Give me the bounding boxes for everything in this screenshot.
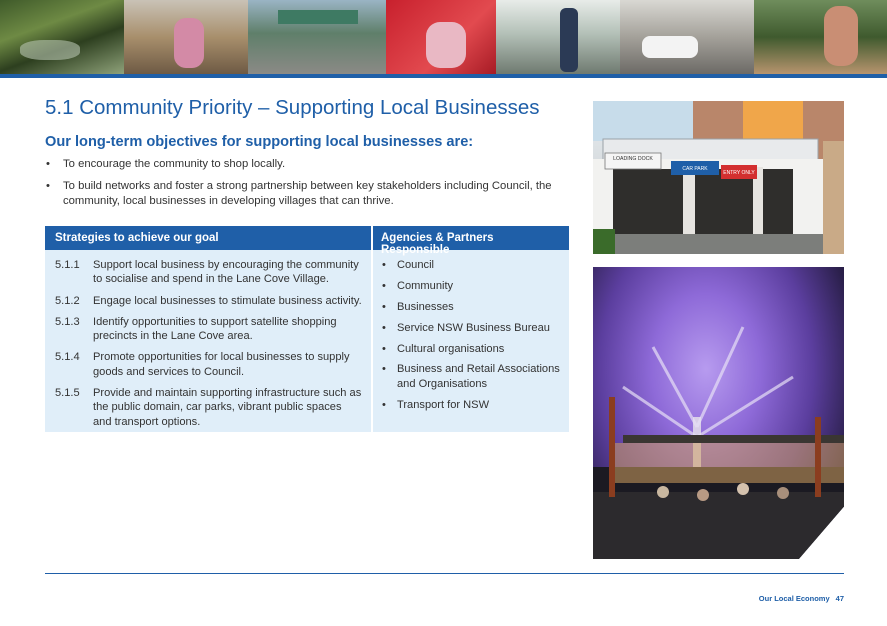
table-body: [45, 250, 569, 432]
objectives-list: [45, 157, 565, 216]
building-sign-entry-only: ENTRY ONLY: [723, 170, 755, 176]
agency-item: • Community: [381, 279, 561, 293]
building-entrance-photo: [593, 101, 844, 254]
building-illustration: [593, 101, 844, 254]
agencies-header: Agencies & Partners Responsible: [371, 226, 569, 250]
building-sign-car-park: CAR PARK: [682, 166, 708, 172]
agency-item: • Businesses: [381, 300, 561, 314]
agency-list: [381, 258, 561, 412]
strategy-number: 5.1.4: [55, 351, 80, 364]
agency-item: • Service NSW Business Bureau: [381, 321, 561, 335]
strategy-table: [45, 226, 569, 432]
header-divider: [0, 74, 887, 78]
strategies-column: [45, 250, 371, 432]
footer-divider: [45, 573, 844, 574]
objectives-heading: Our long-term objectives for supporting local businesses are:: [45, 134, 474, 150]
strategy-item: [55, 294, 363, 308]
footer-section-label: Our Local Economy: [758, 594, 830, 603]
strategy-item: [55, 315, 363, 344]
strategy-text: Engage local businesses to stimulate business activity.: [93, 294, 362, 307]
objective-item: • To encourage the community to shop locally.: [45, 157, 565, 173]
strategy-number: 5.1.3: [55, 315, 80, 328]
strategy-number: 5.1.1: [55, 259, 80, 271]
header-photo-strip: [0, 0, 887, 74]
ev-charging-photo: [620, 0, 754, 74]
rainforest-photo: [0, 0, 124, 74]
building-sign-loading-dock: LOADING DOCK: [613, 156, 653, 162]
plaza-photo: [248, 0, 386, 74]
section-title: 5.1 Community Priority – Supporting Local Businesses: [45, 96, 540, 119]
agency-item: • Business and Retail Associations and Organisations: [381, 362, 561, 391]
strategy-item: [55, 350, 363, 379]
table-header: [45, 226, 569, 256]
strategy-text: Promote opportunities for local businesses to supply goods and services to Council.: [93, 351, 350, 378]
agency-item: • Transport for NSW: [381, 398, 561, 412]
strategies-header: Strategies to achieve our goal: [55, 232, 219, 244]
page-number: 47: [835, 594, 844, 603]
strategy-item: [55, 386, 363, 429]
agencies-column: [371, 250, 569, 432]
strategy-text: Provide and maintain supporting infrastructure such as the public domain, car parks, vibrant public spaces and transport options.: [93, 387, 362, 428]
agency-item: • Cultural organisations: [381, 342, 561, 356]
strategy-number: 5.1.5: [55, 387, 80, 400]
agency-item: • Council: [381, 258, 561, 272]
planting-photo: [754, 0, 887, 74]
tree-illustration: [593, 267, 844, 559]
objective-item: • To build networks and foster a strong partnership between key stakeholders including Council, the community, local businesses in developing villages that can thrive.: [45, 179, 565, 210]
strategy-text: Support local business by encouraging the community to socialise and spend in the Lane Cove Village.: [93, 259, 359, 286]
children-reading-photo: [386, 0, 496, 74]
strategy-number: 5.1.2: [55, 294, 80, 307]
page-footer: [759, 594, 844, 603]
family-garden-photo: [124, 0, 248, 74]
strategy-text: Identify opportunities to support satellite shopping precincts in the Lane Cove area.: [93, 315, 337, 343]
night-dining-tree-photo: [593, 267, 844, 559]
street-walkers-photo: [496, 0, 620, 74]
strategy-item: [55, 258, 363, 287]
